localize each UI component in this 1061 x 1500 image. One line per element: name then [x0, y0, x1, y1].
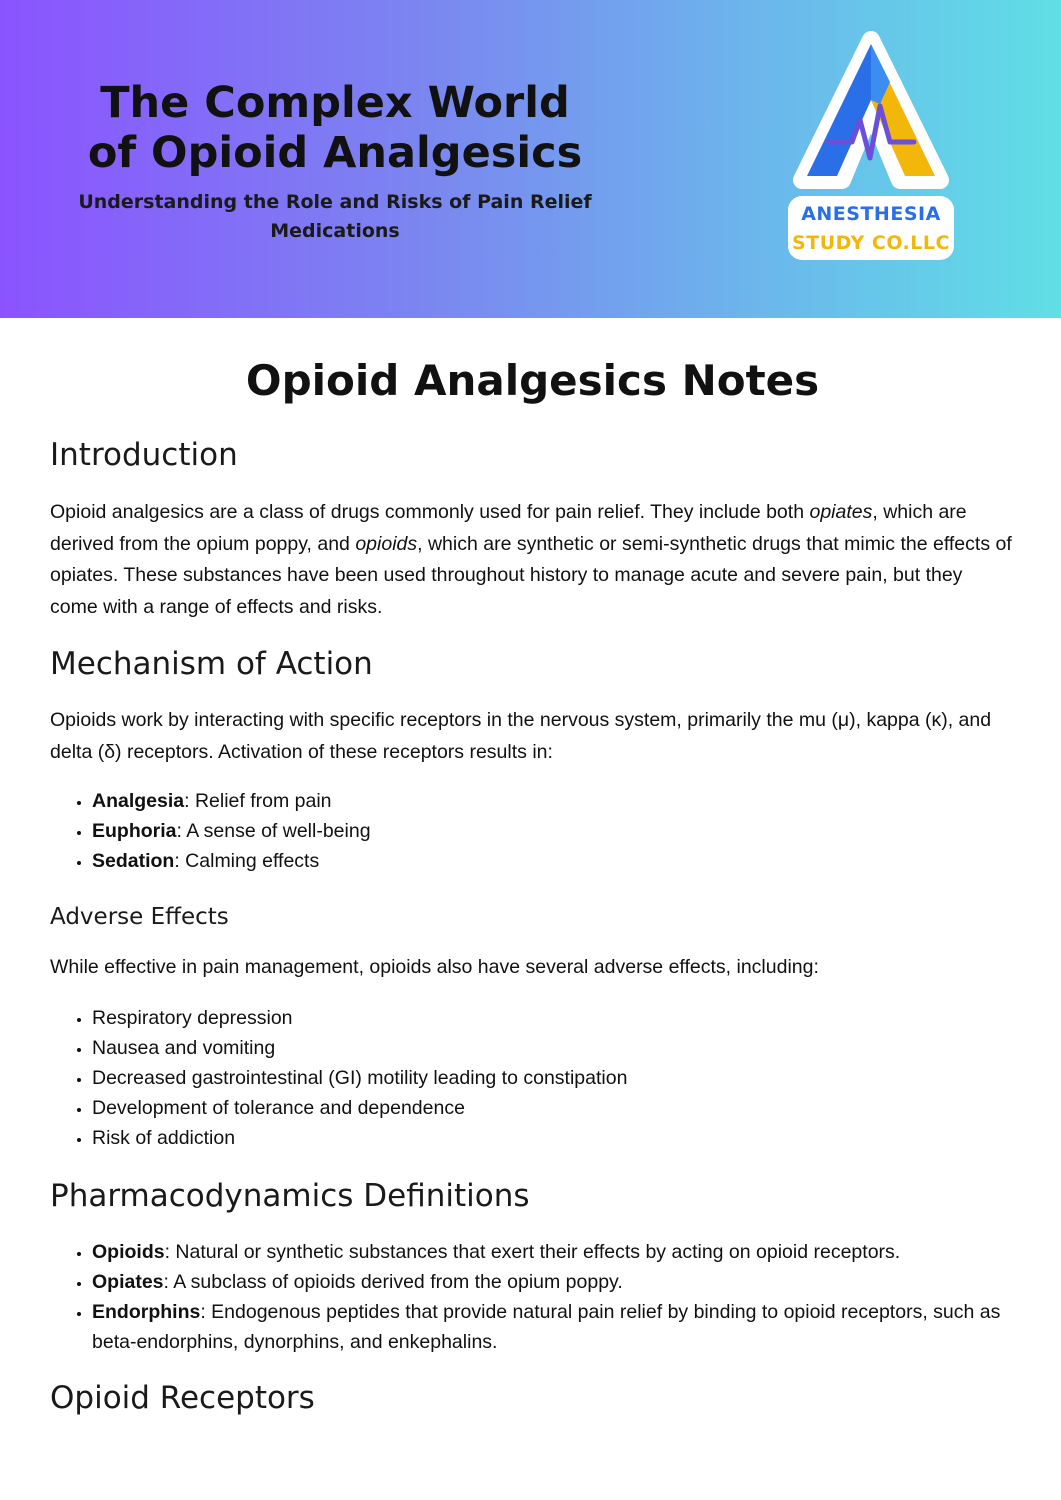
- banner-title-line-1: The Complex World: [100, 78, 570, 128]
- intro-opiates-term: opiates: [809, 501, 873, 523]
- logo-text-top: ANESTHESIA: [801, 203, 941, 225]
- banner-title: [40, 78, 630, 178]
- pharmacodynamics-list: [50, 1237, 1015, 1357]
- intro-text-1: Opioid analgesics are a class of drugs commonly used for pain relief. They include both: [50, 501, 810, 523]
- list-item: • Development of tolerance and dependence: [92, 1093, 1015, 1123]
- list-item: [92, 1267, 1015, 1297]
- intro-text-3: , which are synthetic or semi-synthetic drugs that mimic the effects of opiates. These substances have been used throughout history to manage acute and severe pain, but they come with a range of effects and risks.: [50, 532, 1012, 618]
- document-body: [50, 318, 1015, 1417]
- header-banner: [0, 0, 1061, 318]
- list-item-term: Euphoria: [92, 820, 177, 842]
- list-item: • Respiratory depression: [92, 1003, 1015, 1033]
- list-item-desc: : Calming effects: [174, 850, 320, 872]
- list-item-desc: : A sense of well-being: [176, 820, 371, 842]
- intro-opioids-term: opioids: [355, 532, 418, 555]
- list-item-desc: : Relief from pain: [184, 790, 332, 812]
- adverse-effects-heading: Adverse Effects: [50, 904, 229, 930]
- introduction-heading: Introduction: [50, 437, 238, 473]
- list-item-desc: : Natural or synthetic substances that exert their effects by acting on opioid receptors.: [164, 1240, 901, 1263]
- mechanism-paragraph: Opioids work by interacting with specific receptors in the nervous system, primarily the mu (μ), kappa (κ), and delta (δ) receptors. Activation of these receptors results in:: [50, 709, 992, 763]
- document-title: Opioid Analgesics Notes: [245, 356, 820, 405]
- list-item: • Decreased gastrointestinal (GI) motility leading to constipation: [92, 1063, 1015, 1093]
- list-item-desc: : A subclass of opioids derived from the opium poppy.: [163, 1270, 623, 1293]
- list-item-desc: : Endogenous peptides that provide natural pain relief by binding to opioid receptors, such as beta-endorphins, dynorphins, and enkephalins.: [92, 1300, 1001, 1353]
- list-item: • Nausea and vomiting: [92, 1033, 1015, 1063]
- list-item-term: Endorphins: [92, 1300, 201, 1323]
- intro-text-2: , which are derived from the opium poppy, and: [50, 501, 967, 555]
- pharmacodynamics-heading: Pharmacodynamics Definitions: [50, 1177, 530, 1214]
- mechanism-heading: Mechanism of Action: [50, 646, 373, 682]
- list-item: [92, 1237, 1015, 1267]
- list-item: [92, 1297, 1015, 1357]
- logo-text-bottom: STUDY CO.LLC: [792, 232, 950, 254]
- list-item-term: Sedation: [92, 850, 175, 872]
- banner-subtitle: Understanding the Role and Risks of Pain Relief Medications: [78, 191, 592, 242]
- list-item: [92, 846, 1015, 876]
- banner-title-line-2: of Opioid Analgesics: [87, 128, 583, 178]
- list-item-term: Opiates: [92, 1270, 164, 1293]
- adverse-effects-list: [50, 1003, 1015, 1153]
- introduction-paragraph: [50, 497, 1015, 623]
- mechanism-list: [50, 786, 1015, 876]
- opioid-receptors-heading: Opioid Receptors: [50, 1379, 315, 1416]
- list-item: [92, 816, 1015, 846]
- adverse-effects-paragraph: While effective in pain management, opioids also have several adverse effects, including:: [50, 956, 819, 978]
- list-item-term: Opioids: [92, 1240, 165, 1263]
- list-item: [92, 786, 1015, 816]
- list-item-term: Analgesia: [92, 790, 185, 812]
- list-item: • Risk of addiction: [92, 1123, 1015, 1153]
